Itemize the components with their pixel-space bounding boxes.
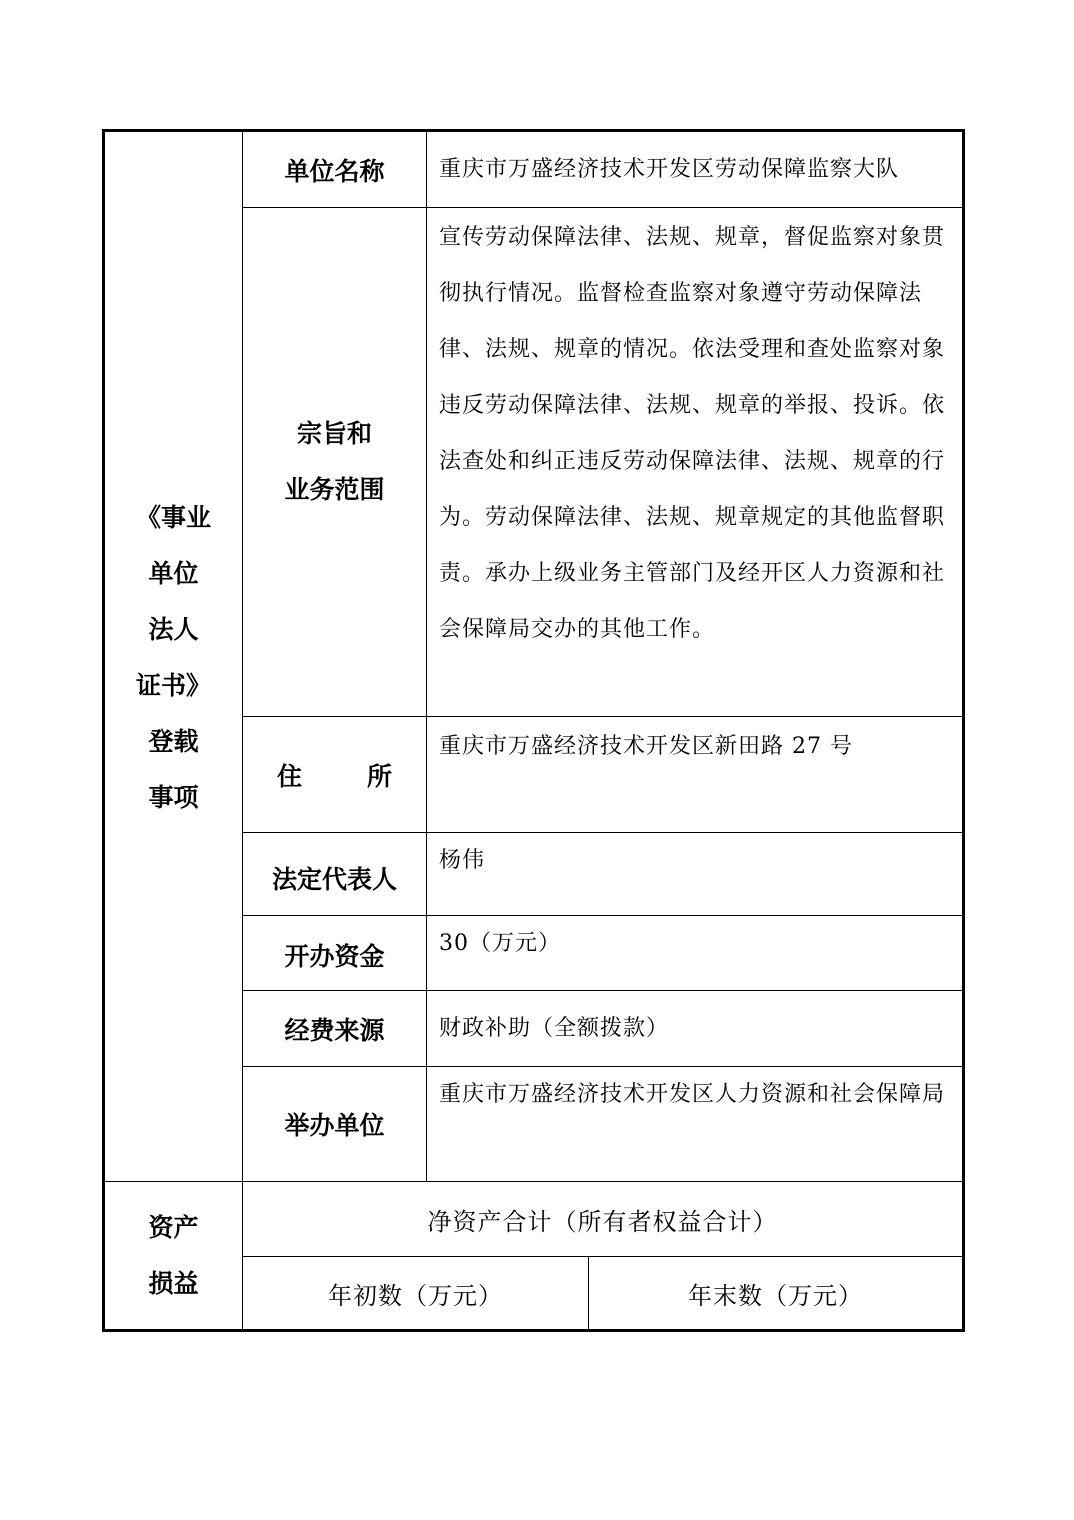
funding-text: 财政补助（全额拨款） [439, 1015, 670, 1041]
capital-value [427, 916, 962, 990]
assets-label-line: 损益 [148, 1268, 199, 1298]
left-header-line: 法人 [148, 615, 199, 644]
funding-value [427, 991, 962, 1066]
address-text: 重庆市万盛经济技术开发区新田路 27 号 [439, 734, 853, 759]
assets-label-line: 资产 [148, 1212, 199, 1242]
sponsor-label: 举办单位 [284, 1111, 385, 1140]
unit-name-text: 重庆市万盛经济技术开发区劳动保障监察大队 [439, 156, 900, 182]
purpose-value [427, 208, 962, 716]
left-header-line: 证书》 [135, 671, 211, 700]
funding-label: 经费来源 [284, 1015, 385, 1045]
unit-name-label: 单位名称 [284, 156, 385, 186]
address-label [243, 717, 426, 832]
sponsor-text: 重庆市万盛经济技术开发区人力资源和社会保障局 [439, 1082, 946, 1107]
address-label-char: 住 [277, 761, 303, 791]
address-value [427, 717, 962, 832]
capital-label: 开办资金 [284, 942, 385, 971]
year-start-header: 年初数（万元） [328, 1281, 503, 1310]
legal-rep-text: 杨伟 [439, 848, 486, 873]
year-end-header: 年末数（万元） [688, 1281, 863, 1310]
address-label-char: 所 [366, 761, 392, 791]
unit-name-value [427, 132, 962, 207]
left-header-line: 《事业 [135, 503, 211, 532]
capital-text: 30（万元） [439, 931, 561, 956]
net-assets-header: 净资产合计（所有者权益合计） [427, 1207, 778, 1236]
purpose-label [243, 208, 426, 716]
legal-rep-label: 法定代表人 [271, 865, 397, 894]
section-label-registration [105, 488, 242, 828]
purpose-label-line: 宗旨和 [296, 419, 372, 448]
left-header-line: 登载 [148, 727, 199, 756]
table-border-right [962, 129, 965, 1332]
legal-rep-value [427, 833, 962, 915]
left-header-line: 单位 [148, 559, 199, 588]
sponsor-value [427, 1067, 962, 1181]
assets-label [105, 1182, 242, 1329]
left-header-line: 事项 [148, 783, 199, 812]
purpose-text: 宣传劳动保障法律、法规、规章，督促监察对象贯彻执行情况。监督检查监察对象遵守劳动保障法律、法规、规章的情况。依法受理和查处监察对象违反劳动保障法律、法规、规章的举报、投诉。依法查处和纠正违反劳动保障法律、法规、规章的行为。劳动保障法律、法规、规章规定的其他监督职责。承办上级业务主管部门及经开区人力资源和社会保障局交办的其他工作。 [439, 225, 946, 642]
table-border-bottom [102, 1329, 965, 1332]
purpose-label-line: 业务范围 [284, 475, 385, 504]
